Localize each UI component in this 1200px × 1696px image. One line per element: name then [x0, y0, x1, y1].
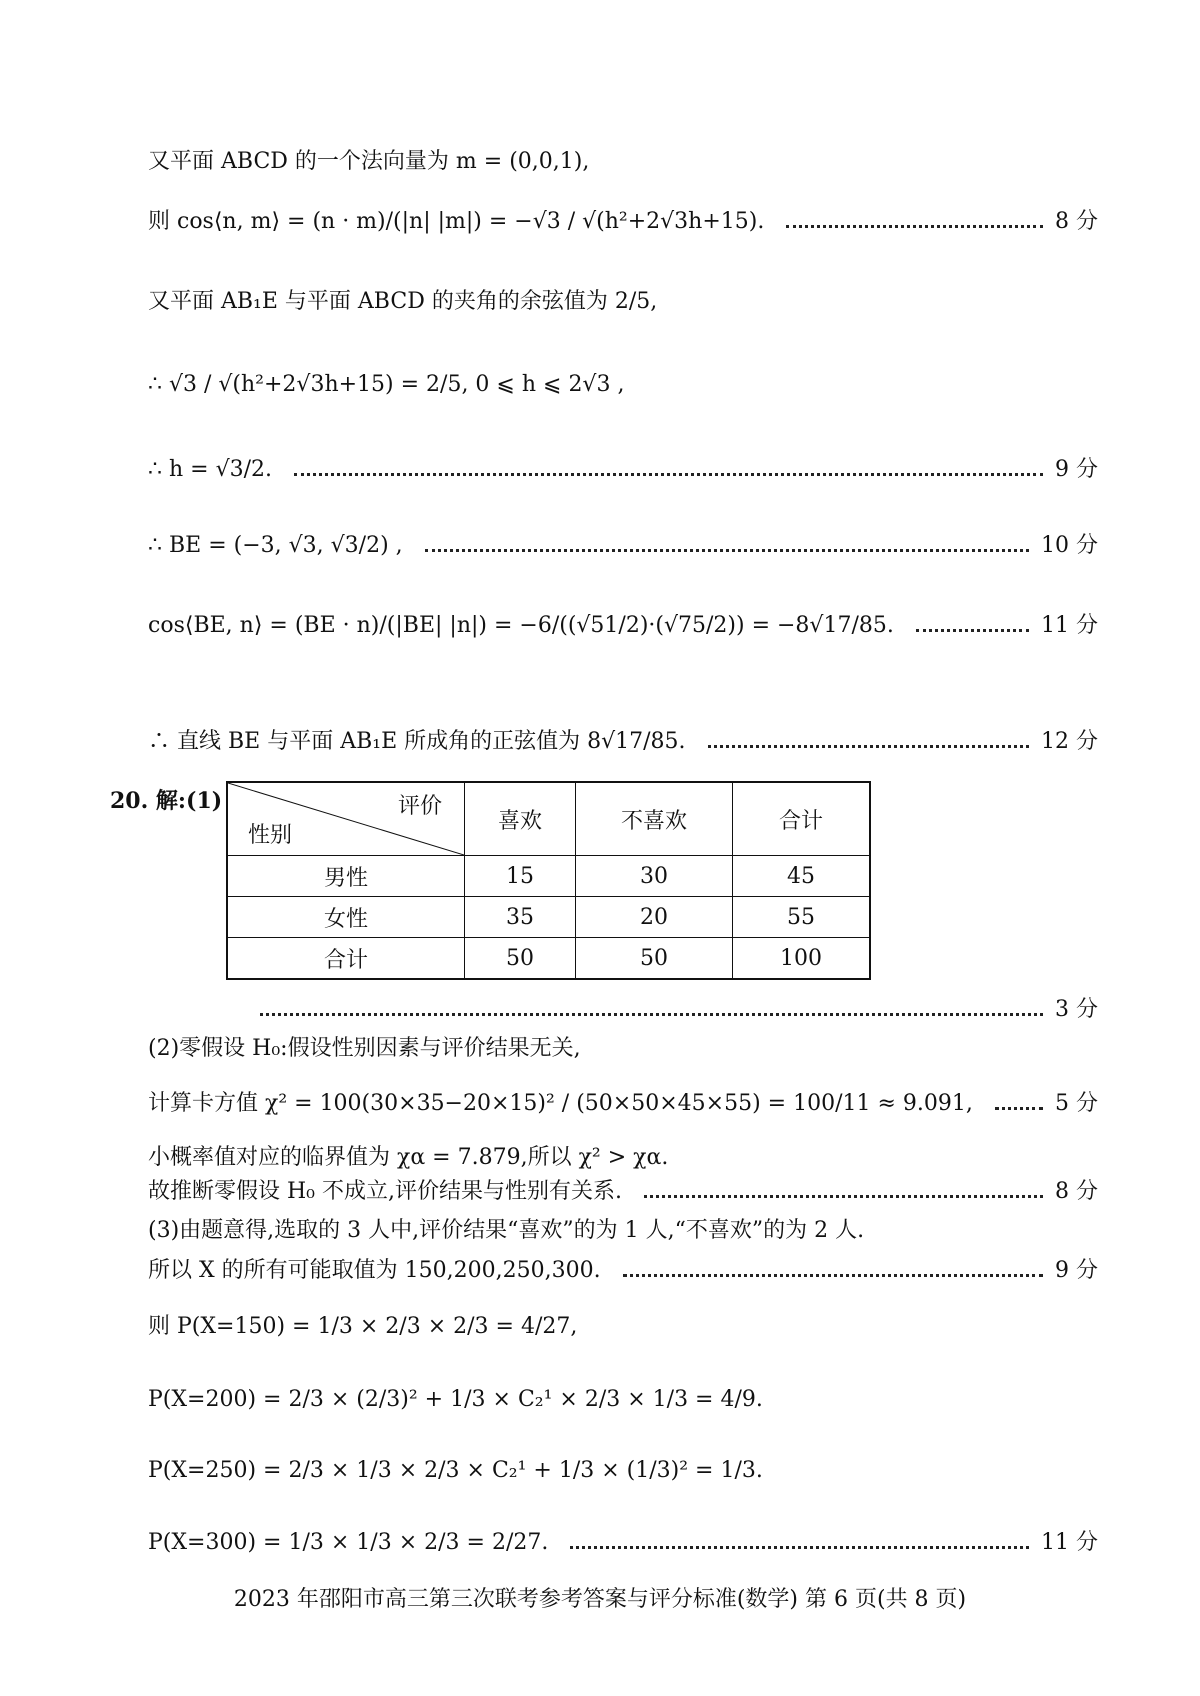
leader-dots [786, 225, 1043, 228]
line-text: cos⟨BE, n⟩ = (BE · n)/(|BE| |n|) = −6/((√51/2)·(√75/2)) = −8√17/85. [148, 613, 894, 638]
line-text: 计算卡方值 χ² = 100(30×35−20×15)² / (50×50×45×55) = 100/11 ≈ 9.091, [148, 1091, 973, 1116]
row-label: 女性 [227, 897, 465, 938]
line-text: 又平面 ABCD 的一个法向量为 m = (0,0,1), [148, 149, 590, 174]
table-row [227, 856, 870, 897]
line-text: ∴ h = √3/2. [148, 457, 272, 482]
line-text: ∴ BE = (−3, √3, √3/2) , [148, 533, 403, 558]
table-row [227, 897, 870, 938]
leader-dots [294, 473, 1043, 476]
diagonal-header-cell [227, 782, 465, 856]
question-20-label [110, 786, 230, 816]
leader-dots [260, 1013, 1043, 1016]
line-text: 则 cos⟨n, m⟩ = (n · m)/(|n| |m|) = −√3 / √(h²+2√3h+15). [148, 209, 765, 234]
leader-dots [570, 1546, 1029, 1549]
column-header: 合计 [733, 782, 871, 856]
line-cos-be-n [148, 611, 1098, 641]
table-cell: 35 [465, 897, 576, 938]
score-label: 12 分 [1041, 729, 1098, 754]
score-label: 11 分 [1041, 1530, 1098, 1555]
table-row [227, 938, 870, 980]
table-cell: 50 [576, 938, 733, 980]
line-angle-cosine [148, 287, 1098, 317]
line-text: 则 P(X=150) = 1/3 × 2/3 × 2/3 = 4/27, [148, 1314, 578, 1339]
line-null-hypothesis [148, 1034, 1098, 1064]
line-h-value [148, 455, 1098, 485]
line-p200 [148, 1385, 1098, 1415]
line-p300 [148, 1528, 1098, 1558]
table-cell: 45 [733, 856, 871, 897]
header-gender: 性别 [248, 823, 293, 848]
score-label: 10 分 [1041, 533, 1098, 558]
line-sine-result [148, 727, 1098, 757]
line-text: 所以 X 的所有可能取值为 150,200,250,300. [148, 1258, 601, 1283]
line-cos-nm [148, 207, 1098, 237]
line-equation-h [148, 370, 1098, 400]
table-cell: 20 [576, 897, 733, 938]
line-be-vector [148, 531, 1098, 561]
score-label: 3 分 [1055, 997, 1098, 1022]
score-label: 11 分 [1041, 613, 1098, 638]
line-text: 故推断零假设 H₀ 不成立,评价结果与性别有关系. [148, 1179, 622, 1204]
contingency-table [226, 781, 871, 980]
row-label: 男性 [227, 856, 465, 897]
line-text: ∴ √3 / √(h²+2√3h+15) = 2/5, 0 ⩽ h ⩽ 2√3 , [148, 372, 625, 397]
line-text: P(X=300) = 1/3 × 1/3 × 2/3 = 2/27. [148, 1530, 549, 1555]
line-p150 [148, 1312, 1098, 1342]
column-header: 喜欢 [465, 782, 576, 856]
line-possible-values [148, 1256, 1098, 1286]
table-header-row [227, 782, 870, 856]
leader-dots [916, 629, 1029, 632]
line-normal-vector [148, 147, 1098, 177]
page-footer: 2023 年邵阳市高三第三次联考参考答案与评分标准(数学) 第 6 页(共 8 页) [233, 1587, 967, 1612]
score-label: 5 分 [1055, 1091, 1098, 1116]
column-header: 不喜欢 [576, 782, 733, 856]
line-text: 小概率值对应的临界值为 χα = 7.879,所以 χ² > χα. [148, 1145, 669, 1170]
row-label: 合计 [227, 938, 465, 980]
score-label: 8 分 [1055, 209, 1098, 234]
leader-dots [623, 1274, 1043, 1277]
line-conclusion [148, 1177, 1098, 1207]
leader-dots [995, 1107, 1043, 1110]
table-cell: 30 [576, 856, 733, 897]
line-p250 [148, 1456, 1098, 1486]
table-cell: 15 [465, 856, 576, 897]
score-label: 8 分 [1055, 1179, 1098, 1204]
line-chi-square [148, 1089, 1098, 1119]
header-evaluation: 评价 [397, 794, 442, 819]
line-text: 又平面 AB₁E 与平面 ABCD 的夹角的余弦值为 2/5, [148, 289, 658, 314]
line-table-score [260, 995, 1098, 1025]
leader-dots [708, 745, 1029, 748]
table-cell: 50 [465, 938, 576, 980]
line-text: ∴ 直线 BE 与平面 AB₁E 所成角的正弦值为 8√17/85. [148, 729, 686, 754]
table-cell: 55 [733, 897, 871, 938]
question-label-text: 20. 解:(1) [110, 788, 223, 814]
leader-dots [644, 1195, 1043, 1198]
line-text: (2)零假设 H₀:假设性别因素与评价结果无关, [148, 1036, 581, 1061]
line-text: (3)由题意得,选取的 3 人中,评价结果“喜欢”的为 1 人,“不喜欢”的为 2 人. [148, 1218, 865, 1243]
line-part3-intro [148, 1216, 1098, 1246]
table-cell: 100 [733, 938, 871, 980]
score-label: 9 分 [1055, 1258, 1098, 1283]
score-label: 9 分 [1055, 457, 1098, 482]
line-text: P(X=200) = 2/3 × (2/3)² + 1/3 × C₂¹ × 2/3 × 1/3 = 4/9. [148, 1387, 763, 1412]
line-text: P(X=250) = 2/3 × 1/3 × 2/3 × C₂¹ + 1/3 × (1/3)² = 1/3. [148, 1458, 763, 1483]
leader-dots [425, 549, 1029, 552]
line-critical-value [148, 1143, 1098, 1173]
